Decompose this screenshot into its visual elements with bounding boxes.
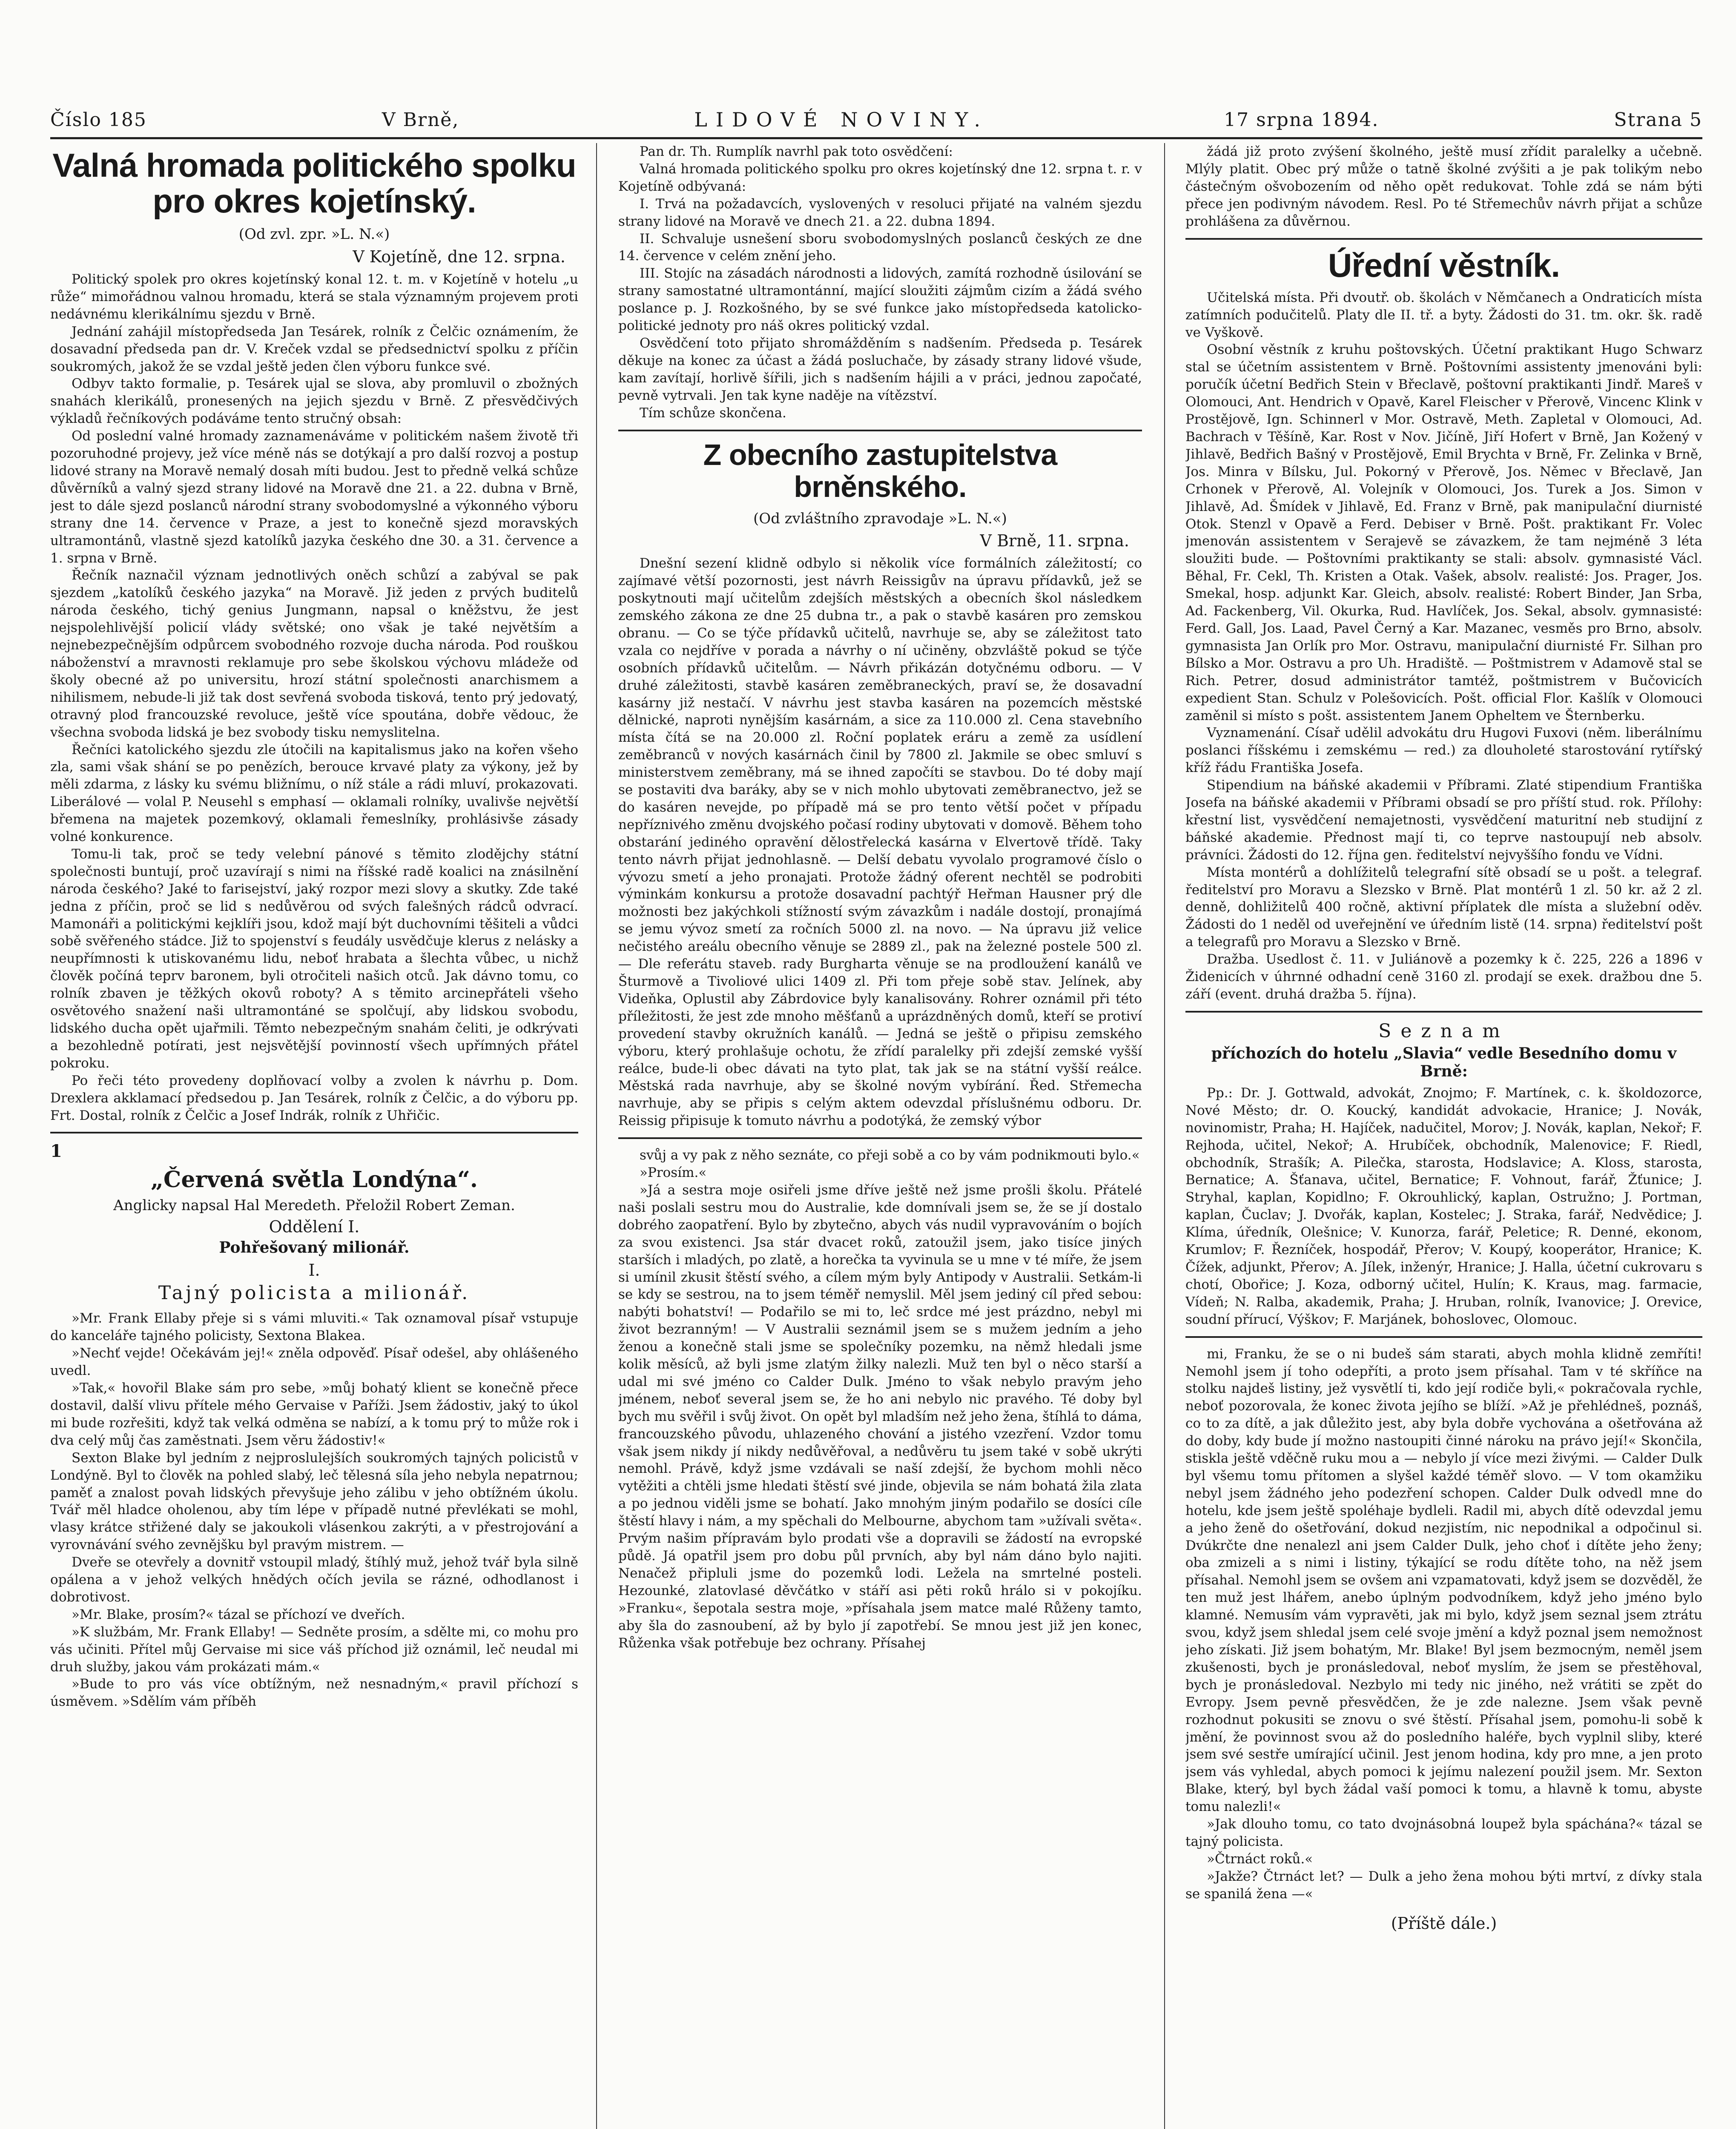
- section-rule: [50, 1132, 578, 1133]
- section-rule: [1185, 238, 1702, 240]
- feuilleton-number: 1: [50, 1141, 62, 1162]
- column-divider: [1164, 143, 1165, 2129]
- notice-paragraph: Vyznamenání. Císař udělil advokátu dru Hugovi Fuxovi (něm. liberálnímu poslanci říšskému i zemskému — red.) za dlouholeté starostování rytířský kříž řádu Františka Josefa.: [1185, 725, 1702, 776]
- feuilleton-paragraph: svůj a vy pak z něho seznáte, co přeji sobě a co by vám podnikmouti bylo.«: [640, 1148, 1140, 1163]
- feuilleton-paragraph: »Jak dlouho tomu, co tato dvojnásobná loupež byla spáchána?« tázal se tajný policista.: [1185, 1816, 1702, 1849]
- feuilleton-byline: Anglicky napsal Hal Meredeth. Přeložil Robert Zeman.: [113, 1197, 515, 1214]
- feuilleton-paragraph: »Já a sestra moje osiřeli jsme dříve ještě než jsme prošli školu. Přátelé naši poslali sestru mou do Australie, kde domnívali jsem se, že se jí dostalo dobrého zaopatření. Bylo by zbytečno, abych vás nudil vypravováním o bojích za svou existenci. Jsa stár dvacet roků, zatoužil jsem, jako tisíce jiných starších i mladých, po zlatě, a horečka ta vyvinula se u mne v té míře, že jsem si umínil zkusit štěstí svého, a cílem mým byly Antipody v Australii. Setkám-li se kdy se sestrou, na to jsem téměř nemyslil. Měl jsem jediný cíl před sebou: nabýti bohatství! — Podařilo se mi to, leč srdce mé jest prázdno, nebyl mi život bezranným! — V Australii seznámil jsem se s mužem jedním a jeho ženou a konečně stali jsme se společníky pozemku, na němž hledali jsme kolik měsíců, až byli jsme zlatým žilky nalezli. Muž ten byl o něco starší a udal mi své jméno co Calder Dulk. Jméno to však nebylo pravým jeho jménem, neboť several jsem se, že ho ani nebylo nic pravého. Té doby byl bych mu svěřil i svůj život. On opět byl mladším než jeho žena, štíhlá to dáma, francouzského původu, uhlazeného chování a jistého vzezření. Vzdor tomu však jsem nikdy jí nikdy nedůvěřoval, a nedůvěru tu jsem také v sobě ukrýti nemohl. Právě, když jsme vzdávali se naší zdejší, že bychom mohli něco vytěžiti a chtěli jsme hledati štěstí své jinde, objevila se nám bohatá žila zlata a po jednou viděli jsme se bohatí. Jako mnohým jiným podařilo se dosíci cíle štěstí hlavy i nám, a my spěchali do Melbourne, abychom tam »užívali světa«. Prvým našim přípravám bylo prodati vše a dopravili se žádostí na evropské půdě. Já opatřil jsem pro dobu půl prvních, aby byl nám dáno bylo najiti. Nenačež připluli jsme do pozemků lodi. Ležela na smrtelné posteli. Hezounké, zlatovlasé děvčátko v stáří asi pěti roků hrálo si v pokojíku. »Franku«, šepotala sestra moje, »přísahala jsem matce malé Růženy tamto, aby šla do zasnoubení, až by bylo jí zapotřebí. Se mnou jest již jen konec, Růženka však potřebuje bez ochrany. Přísahej: [618, 1182, 1142, 1651]
- feuilleton-paragraph: »Nechť vejde! Očekávám jej!« zněla odpověď. Písař odešel, aby ohlášeného uvedl.: [50, 1346, 578, 1379]
- continued-note: (Příště dále.): [1391, 1914, 1497, 1933]
- feuilleton-paragraph: mi, Franku, že se o ni budeš sám starati, abych mohla klidně zemříti! Nemohl jsem jí toho odepříti, a proto jsem přísahal. Tam v té skříňce na stolku najdeš listiny, jež vysvětlí ti, kdo její rodiče byli,« pokračovala rychle, neboť pozorovala, že konec života jejího se blíží. »Až je přehlédneš, poznáš, co to za dítě, a jak důležito jest, aby byla dobře vychována a ošetřována až do doby, kdy bude jí možno nastoupiti činné nároku na právo její!« Skončila, stiskla ještě vděčně ruku mou a — nebylo jí více mezi živými. — Calder Dulk byl všemu tomu přítomen a slyšel každé téměř slovo. — V tom okamžiku nebyl jsem žádného jeho podezření schopen. Calder Dulk odvedl mne do hotelu, kde jsem ještě spoléhaje bydleli. Radil mi, abych dítě odevzdal jemu a jeho ženě do ošetřování, dokud nezjistím, nic nepodnikal a odpočinul si. Dvúkrčte dne nenalezl ani jsem Calder Dulk, jeho choť i dítěte jeho ženy; oba zmizeli a s nimi i listiny, týkající se rodu dítěte toho, na něž jsem přísahal. Nemohl jsem se ovšem ani vzpamatovati, když jsem se dozvěděl, že ten muž jest lhářem, anebo úplným podvodníkem, když jeho jméno bylo klamné. Nemusím vám vypravěti, jak mi bylo, když jsem seznal jsem ztrátu svou, když jsem shledal jsem celé svoje jmění a když poznal jsem nemožnost jeho získati. Již jsem bohatým, Mr. Blake! Byl jsem bezmocným, neměl jsem zkušenosti, bych je pronásledoval, neboť myslím, že jsem se přestěhoval, bych je pronásledoval. Nezbylo mi tedy nic jiného, než vrátiti se zpět do Evropy. Jsem pevně přesvědčen, že je zde nalezne. Jsem však pevně rozhodnut pokusiti se znovu o své štěstí. Přísahal jsem, pomohu-li sobě k jmění, že povinnost svou až do posledního haléře, bych vyplnil sliby, které jsem své sestře umírající učinil. Jest jenom hodina, kdy pro mne, a jen proto jsem vás vyhledal, abych pomoci k jejímu nalezení použil jsem. Mr. Sexton Blake, který, byl bych žádal vaší pomoci k tomu, a hlavně k tomu, abyste tomu nalezli!«: [1185, 1346, 1702, 1815]
- article-paragraph: Valná hromada politického spolku pro okres kojetínský dne 12. srpna t. r. v Kojetíně odbývaná:: [618, 161, 1142, 194]
- feuilleton-part: Oddělení I.: [269, 1217, 360, 1237]
- feuilleton-chapter: I.: [308, 1261, 320, 1280]
- article-dateline: V Kojetíně, dne 12. srpna.: [353, 247, 565, 266]
- column-3: [1185, 143, 1702, 2129]
- article-paragraph: Tím schůze skončena.: [640, 405, 786, 421]
- issue-number: Číslo 185: [50, 109, 147, 131]
- paper-title: LIDOVÉ NOVINY.: [694, 108, 989, 131]
- column-divider: [596, 143, 597, 2129]
- feuilleton-paragraph: »Bude to pro vás více obtížným, než nesnadným,« pravil příchozí s úsměvem. »Sdělím vám příběh: [50, 1676, 578, 1710]
- feuilleton-paragraph: Dveře se otevřely a dovnitř vstoupil mladý, štíhlý muž, jehož tvář byla silně opálena a v jehož velkých hnědých očích jevila se rázné, odhodlanost i dobrotivost.: [50, 1555, 578, 1605]
- feuilleton-part-title: Pohřešovaný milionář.: [219, 1239, 410, 1257]
- section-rule: [1185, 1011, 1702, 1013]
- notice-paragraph: Osobní věstník z kruhu poštovských. Účetní praktikant Hugo Schwarz stal se účetním assistentem v Brně. Poštovními assistenty jmenováni byli: poručík účetní Bedřich Stein v Břeclavě, poštovní praktikanti Jindř. Mareš v Olomouci, Ant. Hendrich v Opavě, Karel Fleischer v Přerově, Vincenc Klink v Prostějově, Ign. Schinnerl v Mor. Ostravě, Meth. Zapletal v Olomouci, Ad. Bachrach v Těšíně, Kar. Rost v Nov. Jičíně, Jiří Hofert v Brně, Jan Kožený v Jihlavě, Bedřich Bašný v Prostějově, Emil Brychta v Brně, Fr. Zelinka v Brně, Jos. Minra v Bílsku, Jul. Pokorný v Přerově, Jos. Němec v Břeclavě, Jan Crhonek v Přerově, Al. Volejník v Olomouci, Jos. Turek a Jos. Simon v Jihlavě, Ad. Šmídek v Jihlavě, Ed. Franz v Brně, pak manipulační diurnisté Otok. Stenzl v Opavě a Ferd. Debiser v Brně. Pošt. praktikant Fr. Volec jmenován assistentem v Serajevě se závazkem, že tam nejméně 3 léta sloužiti bude. — Poštovními praktikanty se stali: absolv. gymnasisté Václ. Běhal, Fr. Cekl, Th. Kristen a Otak. Vašek, absolv. realisté: Jos. Prager, Jos. Smekal, hosp. adjunkt Kar. Gleich, absolv. realisté: Robert Binder, Jan Srba, Ad. Fackenberg, Vil. Okurka, Rud. Havlíček, Jos. Sekal, absolv. gymnasisté: Ferd. Gall, Jos. Laad, Pavel Černý a Kar. Mazanec, vesměs pro Brno, absolv. gymnasista Jan Orlík pro Mor. Ostravu, manipulační diurnisté Fr. Silhan pro Bílsko a Mor. Ostravu a pro Uh. Hradiště. — Poštmistrem v Adamově stal se Rich. Petrer, dosud administrátor tamtéž, poštmistrem v Bučovicích expedient Stan. Schulz v Polešovicích. Pošt. official Flor. Kašlík v Olomouci zaměnil si místo s pošt. assistentem Janem Opheltem ve Šternberku.: [1185, 342, 1702, 723]
- article-credit: (Od zvláštního zpravodaje »L. N.«): [753, 510, 1007, 527]
- feuilleton-title: „Červená světla Londýna“.: [151, 1167, 478, 1193]
- article-paragraph: žádá již proto zvýšení školného, ještě musí zřídit paralelky a učebně. Mlýly platit. Obec prý může o tatně školné zvýšiti a je pak tolikým nebo částečným ošvobozením od něho opět redukovat. Tohle zdá se nám býti přece jen podivným návodem. Resl. Po té Střemechův návrh přijat a schůze prohlášena za důvěrnou.: [1185, 144, 1702, 229]
- feuilleton-paragraph: Sexton Blake byl jedním z nejproslulejších soukromých tajných policistů v Londýně. Byl to člověk na pohled slabý, leč tělesná síla jeho nebyla nepatrnou; paměť a znalost povah lidských převyšuje jeho zálibu v jeho obtížném úkolu. Tvář měl hladce oholenou, aby tím lépe v případě nutné převlékati se mohl, vlasy krátce střižené daly se jakoukoli vlásenkou zakrýti, a v přestrojování a vyrovnávání svého zevnějšku byl pravým mistrem. —: [50, 1450, 578, 1553]
- article-paragraph: Politický spolek pro okres kojetínský konal 12. t. m. v Kojetíně v hotelu „u růže“ mimořádnou valnou hromadu, která se stala významným projevem proti nedávnému klerikálnímu sjezdu v Brně.: [50, 272, 578, 322]
- notice-paragraph: Dražba. Usedlost č. 11. v Juliánově a pozemky k č. 225, 226 a 1896 v Židenicích v úhrnné odhadní ceně 3160 zl. prodají se exek. dražbou dne 5. září (event. druhá dražba 5. října).: [1185, 952, 1702, 1002]
- section-rule: [618, 1137, 1142, 1139]
- feuilleton-paragraph: »Mr. Blake, prosím?« tázal se příchozí ve dveřích.: [72, 1607, 405, 1622]
- article-paragraph: Jednání zahájil místopředseda Jan Tesárek, rolník z Čelčic oznámením, že dosavadní předseda pan dr. V. Kreček vzdal se předsednictví spolku z příčin soukromých, jakož že se vzdal ještě jeden člen výboru funkce své.: [50, 324, 578, 374]
- guest-list-subhead: příchozích do hotelu „Slavia“ vedle Besedního domu v Brně:: [1211, 1044, 1677, 1080]
- article-paragraph: Pan dr. Th. Rumplík navrhl pak toto osvědčení:: [640, 144, 953, 159]
- column-1: [50, 143, 578, 2129]
- page-number: Strana 5: [1614, 109, 1702, 131]
- feuilleton-paragraph: »Jakže? Čtrnáct let? — Dulk a jeho žena mohou býti mrtví, z dívky stala se spanilá žena —«: [1185, 1868, 1702, 1902]
- article-paragraph: Dnešní sezení klidně odbylo si několik více formálních záležitostí; co zajímavé větší pozornosti, jest návrh Reissigův na úpravu přídavků, jež se poskytnouti mají učitelům zdejších městských a obecních škol následkem zemského zákona ze dne 25 dubna tr., a pak o stavbě kasáren pro zemskou obranu. — Co se týče přídavků učitelů, navrhuje se, aby se záležitost tato vzala co nejdříve v porada a návrhy o ní učiněny, obzvláště pokud se týče osobních přídavků učitelům. — Návrh přikázán dotyčnému odboru. — V druhé záležitosti, stavbě kasáren zeměbraneckých, praví se, že dosavadní kasárny již nestačí. V návrhu jest stavba kasáren na pozemcích městské dělnické, naproti nynějším kasárnám, a sice za 110.000 zl. Cena stavebního místa čítá se na 20.000 zl. Roční poplatek eráru a země za usídlení zeměbranců v nových kasárnách činil by 7800 zl. Jakmile se obec smluví s ministerstvem zeměbrany, má se ihned započíti se stavbou. Do té doby mají se postaviti dva baráky, aby se v nich mohlo ubytovati zeměbranectvo, jež se do kasáren nevejde, po případě má se pro tento větší počet v případu nepříznivého změnu dvojského počasí rodiny ubytovati v domově. Během toho obstarání jediného opravění dělostřelecká kasárna v Elvertově třídě. Taky tento návrh přijat jednohlasně. — Delší debatu vyvolalo programové číslo o vývozu smetí a jeho pronajati. Protože žádný oferent nechtěl se podrobiti výminkám konkursu a protože dosavadní pachtýř Heřman Hausner prý dle možnosti bez jakýchkoli stížností svým závazkům i nadále dostojí, pronajímá se jemu vývoz smetí za ročních 5000 zl. na novo. — Na úpravu již velice nečistého areálu obecního věnuje se 2889 zl., pak na železné postele 500 zl. — Dle referátu staveb. rady Burgharta věnuje se na prodloužení kanálů ve Šturmově a Tivoliové ulici 1409 zl. Při tom přeje sobě stav. Jelínek, aby Videňka, Oplustil aby Zábrdovice byly kanalisovány. Rohrer oznámil při této příležitosti, že jest zde mnoho měšťanů a uprázdněných domů, kteří se protiví provedení stavby okružních kanálů. — Jedná se ještě o připisu zemského výboru, který prohlašuje ochotu, že zřídí paralelky při zdejší zemské vyšší reálce, bude-li obec dávati na tyto plat, tak jak se na státní vyšší reálce. Městská rada navrhuje, aby se školné novým vybírání. Řed. Střemecha navrhuje, aby se připis s celým aktem odevzdal příslušnému odboru. Dr. Reissig připisuje k tomuto návrhu a podotýká, že zemský výbor: [618, 556, 1142, 1129]
- guest-list-text: Pp.: Dr. J. Gottwald, advokát, Znojmo; F. Martínek, c. k. školdozorce, Nové Město; dr. O. Koucký, kandidát advokacie, Hranice; J. Novák, novinomistr, Praha; H. Hajíček, nadučitel, Morov; J. Novák, kaplan, Nekoř; F. Rejhoda, učitel, Nekoř; A. Hrubíček, obchodník, Malenovice; F. Riedl, obchodník, Strašík; A. Pilečka, starosta, Hodslavice; A. Kloss, starosta, Bernatice; A. Šťanava, učitel, Bernatice; F. Vohnout, farář, Žťunice; J. Stryhal, kaplan, Kopidlno; F. Okrouhlický, kaplan, Ostružno; J. Portman, kaplan, Čuclav; J. Dvořák, kaplan, Kostelec; J. Straka, farář, Nedvědice; J. Klíma, úředník, Olešnice; V. Kunorza, farář, Peletice; R. Denné, ekonom, Krumlov; F. Řezníček, hospodář, Přerov; V. Koupý, kooperátor, Hranice; K. Čížek, adjunkt, Přerov; A. Jílek, inženýr, Hranice; J. Halla, účetní cukrovaru s chotí, Obořice; J. Koza, odborný učitel, Hulín; K. Kraus, mag. farmacie, Vídeň; N. Ralba, akademik, Praha; J. Hruban, rolník, Ivanovice; J. Orevice, soudní přírucí, Výškov; F. Marjánek, bohoslovec, Olomouc.: [1185, 1085, 1702, 1327]
- feuilleton-paragraph: »Prosím.«: [640, 1165, 707, 1181]
- article-paragraph: Řečník naznačil význam jednotlivých oněch schůzí a zabýval se pak sjezdem „katolíků českého jazyka“ na Moravě. Již jeden z prvých buditelů národa českého, tichý genius Jungmann, napsal o kněžstvu, že jest nejspolehlivější policií vlády světské; ono však je také největším a nejnebezpečnějším odpůrcem svobodného rozvoje ducha národa. Pod rouškou náboženství a mravnosti reklamuje pro sebe školskou výchovu mládeže od školy obecné až po universitu, hrozí státní společnosti anarchismem a nihilismem, nebude-li již tak dost sevřená svoboda tisková, tento prý jedovatý, otravný plod francouzské revoluce, ještě více spoutána, dobře vědouc, že všechna svoboda lidská je bez svobody tisku nemyslitelna.: [50, 568, 578, 740]
- article-credit: (Od zvl. zpr. »L. N.«): [238, 226, 390, 243]
- issue-date: 17 srpna 1894.: [1224, 109, 1379, 131]
- article-title: Z obecního zastupitelstva brněnského.: [703, 438, 1057, 504]
- article-paragraph: Řečníci katolického sjezdu zle útočili na kapitalismus jako na kořen všeho zla, sami však shání se po penězích, berouce krvavé platy za výkony, jež by měli zdarma, z lásky ku svému bližnímu, o níž stále a rádi mluví, prokazovati. Liberálové — volal P. Neusehl s emphasí — oklamali rolníky, uvalivše největší břemena na majetek pozemkový, oklamali řemeslníky, prohlásivše zásady volné konkurence.: [50, 742, 578, 845]
- feuilleton-chapter-title: Tajný policista a milionář.: [158, 1282, 471, 1304]
- section-rule: [1185, 1336, 1702, 1338]
- article-paragraph: II. Schvaluje usnešení sboru svobodomyslných poslanců českých ze dne 14. července v celém znění jeho.: [618, 231, 1142, 264]
- masthead-rule: [50, 137, 1702, 139]
- city: V Brně,: [382, 109, 459, 131]
- article-dateline: V Brně, 11. srpna.: [980, 531, 1129, 550]
- section-rule: [618, 430, 1142, 431]
- column-2: [618, 143, 1142, 2129]
- feuilleton-paragraph: »Tak,« hovořil Blake sám pro sebe, »můj bohatý klient se konečně přece dostavil, další vlivu přítele mého Gervaise v Paříži. Jsem žádostiv, jaký to úkol mi bude rozřešiti, když tak velká odměna se nabízí, a k tomu prý to může rok i dva celý můj čas zaměstnati. Jsem věru žádostiv!«: [50, 1380, 578, 1448]
- masthead: [50, 106, 1702, 133]
- article-paragraph: Osvědčení toto přijato shromážděním s nadšením. Předseda p. Tesárek děkuje na konec za účast a žádá posluchače, by zásady strany lidové všude, kam zavítají, horlivě šířili, jich s nadšením hájili a v práci, jednou započaté, pevně vytrvali. Jen tak kyne naděje na vítězství.: [618, 335, 1142, 403]
- notice-paragraph: Místa montérů a dohlížitelů telegrafní sítě obsadí se u pošt. a telegraf. ředitelství pro Moravu a Slezsko v Brně. Plat montérů 1 zl. 50 kr. až 2 zl. denně, dohližitelů 400 ročně, aktivní příplatek dle místa a služební oděv. Žádosti do 1 neděl od uveřejnění ve úředním listě (14. srpna) ředitelství pošt a telegrafů pro Moravu a Slezsko v Brně.: [1185, 864, 1702, 950]
- feuilleton-paragraph: »Mr. Frank Ellaby přeje si s vámi mluviti.« Tak oznamoval písař vstupuje do kanceláře tajného policisty, Sextona Blakea.: [50, 1311, 578, 1344]
- article-title: Úřední věstník.: [1328, 246, 1560, 284]
- article-paragraph: III. Stojíc na zásadách národnosti a lidových, zamítá rozhodně úsilování se strany samostatné ultramontánní, mající sloužiti zájmům cizím a žádá svého poslance p. J. Rozkošného, by se své funkce jako místopředseda katolicko-politické jednoty pro náš okres politický vzdal.: [618, 266, 1142, 334]
- article-title: Valná hromada politického spolku pro okres kojetínský.: [52, 146, 576, 220]
- article-paragraph: Odbyv takto formalie, p. Tesárek ujal se slova, aby promluvil o zbožných snahách klerikálů, pronesených na jejich sjezdu v Brně. Z přesvědčivých výkladů řečníkových podáváme tento stručný obsah:: [50, 376, 578, 427]
- feuilleton-paragraph: »K službám, Mr. Frank Ellaby! — Sedněte prosím, a sdělte mi, co mohu pro vás učiniti. Přítel můj Gervaise mi sice váš příchod již oznámil, leč neudal mi druh služby, jakou vám prokázati mám.«: [50, 1624, 578, 1675]
- article-paragraph: Tomu-li tak, proč se tedy velební pánové s těmito zlodějchy státní společnosti buntují, proč uzavírají s nimi na říšské radě koalici na znásilnění národa českého? Jaké to farisejství, jaký rozpor mezi slovy a skutky. Zde také jedna z příčin, proč se lid s nedůvěrou od svých falešných rádců odvrací. Mamonáři a politickými kejklíři jsou, kdož mají být duchovními těšiteli a vůdci sobě svěřeného stádce. Již to spojenství s feudály usvědčuje klerus z nelásky a neupřímnosti k utiskovanému lidu, neboť hrabata a šlechta vůbec, u nichž člověk počíná teprv baronem, byli otročiteli našich otců. Jak dávno tomu, co rolník zbaven je těžkých okovů roboty? A s těmito arcinepřáteli všeho osvětového snažení naši ultramontáné se spolčují, aby lidskou svobodu, lidského ducha opět ujařmili. Těmto nebezpečným snahám čeliti, je odkrývati a bezohledně potírati, jest nejsvětější povinností všech upřímných přátel pokroku.: [50, 846, 578, 1071]
- guest-list-heading: Seznam: [1378, 1020, 1509, 1042]
- notice-paragraph: Učitelská místa. Při dvoutř. ob. školách v Němčanech a Ondraticích místa zatímních podučitelů. Platy dle II. tř. a byty. Žádosti do 31. tm. okr. šk. radě ve Vyškově.: [1185, 290, 1702, 340]
- notice-paragraph: Stipendium na báňské akademii v Příbrami. Zlaté stipendium Františka Josefa na báňské akademii v Příbrami obsadí se pro příští stud. rok. Přílohy: křestní list, vysvědčení nemajetnosti, vysvědčení maturitní neb studijní z báňské akademie. Přednost mají ti, co teprve nastoupují neb absolv. právníci. Žádosti do 12. října gen. ředitelství nejvyššího fondu ve Vídni.: [1185, 778, 1702, 863]
- article-paragraph: Od poslední valné hromady zaznamenáváme v politickém našem životě tři pozoruhodné projevy, jež více méně nás se dotýkají a pro další rozvoj a postup lidové strany na Moravě nemalý dosah míti budou. Jest to předně velká schůze důvěrníků a valný sjezd strany lidové na Moravě dne 21. a 22. dubna v Brně, jest to dále sjezd poslanců národní strany svobodomyslné a výkonného výboru strany dne 14. července v Praze, a jest to konečně sjezd moravských ultramontánů, vlastně sjezd katolíků jazyka českého dne 30. a 31. července a 1. srpna v Brně.: [50, 428, 578, 566]
- article-paragraph: Po řeči této provedeny doplňovací volby a zvolen k návrhu p. Dom. Drexlera akklamací předsedou p. Jan Tesárek, rolník z Čelčic, a do výboru pp. Frt. Dostal, rolník z Čelčic a Josef Indrák, rolník z Uhřičic.: [50, 1073, 578, 1123]
- feuilleton-paragraph: »Čtrnáct roků.«: [1207, 1851, 1313, 1867]
- article-paragraph: I. Trvá na požadavcích, vyslovených v resoluci přijaté na valném sjezdu strany lidové na Moravě ve dnech 21. a 22. dubna 1894.: [618, 196, 1142, 229]
